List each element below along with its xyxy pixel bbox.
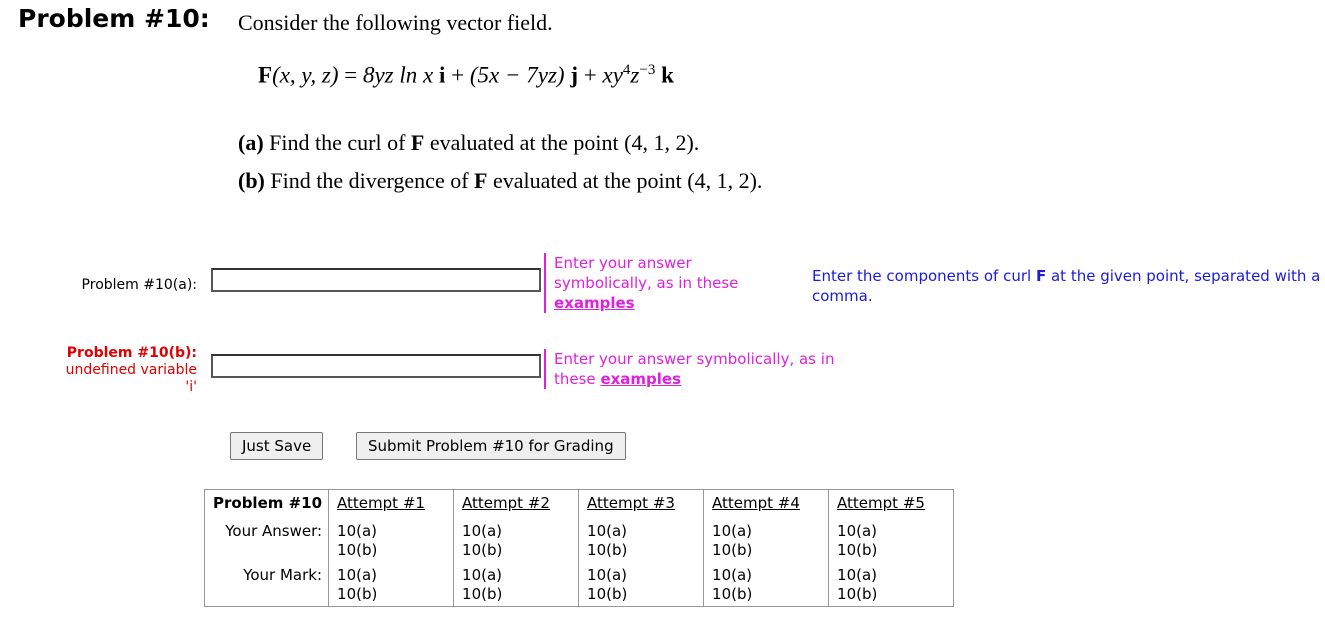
part-b-question: (b) Find the divergence of F evaluated at the point (4, 1, 2). [238, 168, 763, 193]
attempt-1-link[interactable]: Attempt #1 [329, 490, 454, 517]
answer-b-label [52, 345, 197, 396]
attempts-table [204, 489, 954, 607]
just-save-button[interactable]: Just Save [230, 432, 323, 460]
curl-instructions-note: Enter the components of curl F at the given point, separated with a comma. [812, 267, 1321, 305]
answer-cell: 10(a) 10(b) [454, 516, 579, 560]
answer-b-hint: Enter your answer symbolically, as in these examples [544, 349, 844, 389]
mark-cell: 10(a) 10(b) [454, 560, 579, 607]
attempt-4-link[interactable]: Attempt #4 [704, 490, 829, 517]
mark-cell: 10(a) 10(b) [704, 560, 829, 607]
your-mark-label: Your Mark: [243, 566, 323, 584]
answer-cell: 10(a) 10(b) [329, 516, 454, 560]
your-mark-row [205, 560, 954, 607]
your-answer-row [205, 516, 954, 560]
attempt-5-link[interactable]: Attempt #5 [829, 490, 954, 517]
problem-intro: Consider the following vector field. [238, 10, 553, 35]
mark-cell: 10(a) 10(b) [329, 560, 454, 607]
your-answer-label: Your Answer: [225, 522, 323, 540]
examples-link-b[interactable]: examples [600, 370, 682, 388]
answer-a-hint: Enter your answer symbolically, as in these examples [544, 253, 784, 313]
answer-a-label: Problem #10(a): [81, 277, 197, 293]
answer-b-error: undefined variable 'i' [65, 362, 197, 395]
attempt-3-link[interactable]: Attempt #3 [579, 490, 704, 517]
answer-a-input[interactable] [211, 268, 541, 292]
mark-cell: 10(a) 10(b) [579, 560, 704, 607]
answer-b-input[interactable] [211, 354, 541, 378]
mark-cell: 10(a) 10(b) [829, 560, 954, 607]
attempt-2-link[interactable]: Attempt #2 [454, 490, 579, 517]
submit-problem-button[interactable]: Submit Problem #10 for Grading [356, 432, 626, 460]
problem-title: Problem #10: [18, 4, 210, 33]
examples-link-a[interactable]: examples [554, 294, 635, 312]
answer-cell: 10(a) 10(b) [579, 516, 704, 560]
vector-field-formula: F(x, y, z) = 8yz ln x i + (5x − 7yz) $j + xy^4z^{-3}$ k [258, 62, 674, 88]
part-a-question: (a) Find the curl of F evaluated at the point (4, 1, 2). [238, 130, 700, 155]
answer-b-label-text: Problem #10(b): [66, 345, 197, 361]
attempts-header: Problem #10 [213, 494, 323, 512]
answer-cell: 10(a) 10(b) [829, 516, 954, 560]
answer-cell: 10(a) 10(b) [704, 516, 829, 560]
